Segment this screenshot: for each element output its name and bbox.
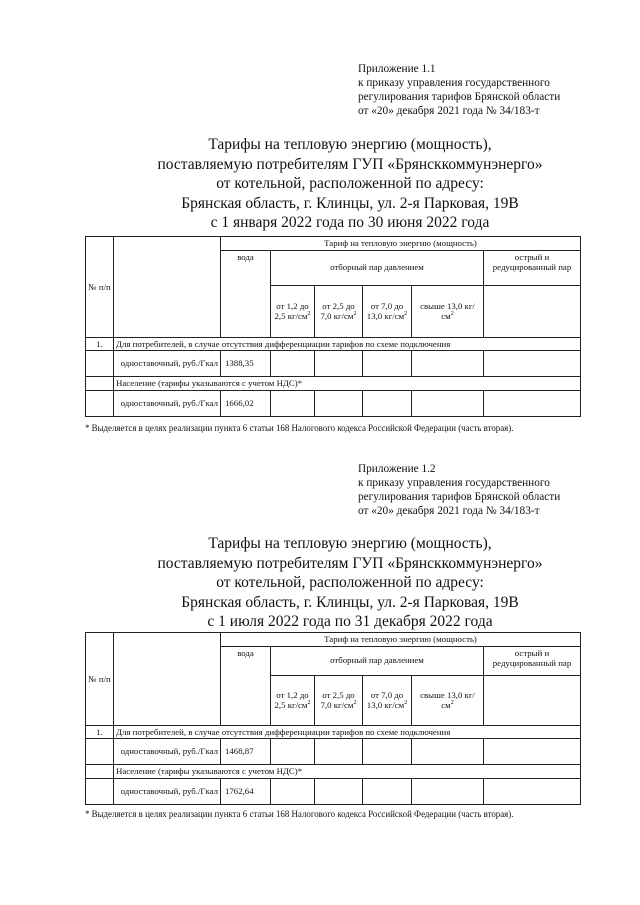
footnote-2: * Выделяется в целях реализации пункта 6 статьи 168 Налогового кодекса Российской Федерации (часть вторая). bbox=[85, 809, 514, 819]
header-pressure-2: от 2,5 до 7,0 $кг/см^2$ bbox=[315, 675, 363, 725]
table-cell bbox=[363, 351, 412, 377]
appendix-header-1 bbox=[358, 62, 560, 118]
header-pressure-3: от 7,0 до 13,0 $кг/см^2$ bbox=[363, 285, 412, 337]
pop-rate-value: 1666,02 bbox=[221, 390, 271, 416]
tariff-title-2 bbox=[90, 534, 610, 632]
pop-rate-value: 1762,64 bbox=[221, 778, 271, 804]
title-line: поставляемую потребителям ГУП «Брянсккоммунэнерго» bbox=[157, 155, 543, 173]
header-tariff: Тариф на тепловую энергию (мощность) bbox=[221, 237, 581, 251]
title-line: Брянская область, г. Клинцы, ул. 2-я Парковая, 19В bbox=[181, 593, 519, 611]
table-cell bbox=[86, 739, 114, 765]
table-cell bbox=[315, 739, 363, 765]
appendix-line: к приказу управления государственного bbox=[358, 477, 550, 489]
table-cell bbox=[412, 390, 484, 416]
footnote-1: * Выделяется в целях реализации пункта 6 статьи 168 Налогового кодекса Российской Федерации (часть вторая). bbox=[85, 423, 514, 433]
table-cell bbox=[412, 351, 484, 377]
header-blank bbox=[484, 675, 581, 725]
table-cell bbox=[412, 739, 484, 765]
appendix-line: регулирования тарифов Брянской области bbox=[358, 491, 561, 503]
row-population: Население (тарифы указываются с учетом НДС)* bbox=[114, 765, 581, 779]
header-number: № п/п bbox=[86, 237, 114, 338]
rate-label: одноставочный, руб./Гкал bbox=[114, 351, 221, 377]
table-cell bbox=[484, 351, 581, 377]
appendix-line: Приложение 1.2 bbox=[358, 463, 436, 475]
header-water: вода bbox=[221, 646, 271, 725]
rate-value: 1468,87 bbox=[221, 739, 271, 765]
table-cell bbox=[86, 351, 114, 377]
tariff-table-2 bbox=[85, 632, 581, 805]
table-cell bbox=[363, 739, 412, 765]
title-line: от котельной, расположенной по адресу: bbox=[216, 574, 484, 591]
header-pressure-1: от 1,2 до 2,5 $кг/см^2$ bbox=[271, 675, 315, 725]
table-cell bbox=[484, 390, 581, 416]
tariff-title-1 bbox=[90, 135, 610, 233]
header-pressure-4: свыше 13,0 $кг/см^2$ bbox=[412, 675, 484, 725]
row-consumers: Для потребителей, в случае отсутствия дифференциации тарифов по схеме подключения bbox=[114, 725, 581, 739]
header-blank bbox=[114, 237, 221, 338]
header-pressure-4: свыше 13,0 $кг/см^2$ bbox=[412, 285, 484, 337]
pop-rate-label: одноставочный, руб./Гкал bbox=[114, 778, 221, 804]
pop-rate-label: одноставочный, руб./Гкал bbox=[114, 390, 221, 416]
appendix-line: к приказу управления государственного bbox=[358, 77, 550, 89]
table-cell bbox=[86, 778, 114, 804]
title-line: от котельной, расположенной по адресу: bbox=[216, 175, 484, 192]
row-consumers: Для потребителей, в случае отсутствия дифференциации тарифов по схеме подключения bbox=[114, 337, 581, 351]
header-number: № п/п bbox=[86, 633, 114, 726]
rate-label: одноставочный, руб./Гкал bbox=[114, 739, 221, 765]
table-cell bbox=[86, 390, 114, 416]
table-cell bbox=[86, 765, 114, 779]
row-number: 1. bbox=[86, 337, 114, 351]
header-sharp-steam: острый и редуцированный пар bbox=[484, 250, 581, 285]
header-blank bbox=[484, 285, 581, 337]
table-cell bbox=[484, 739, 581, 765]
header-blank bbox=[114, 633, 221, 726]
row-number: 1. bbox=[86, 725, 114, 739]
table-cell bbox=[315, 351, 363, 377]
table-cell bbox=[271, 351, 315, 377]
title-line: Тарифы на тепловую энергию (мощность), bbox=[208, 535, 492, 552]
header-pressure-2: от 2,5 до 7,0 $кг/см^2$ bbox=[315, 285, 363, 337]
table-cell bbox=[484, 778, 581, 804]
appendix-line: Приложение 1.1 bbox=[358, 63, 436, 75]
header-pressure-3: от 7,0 до 13,0 $кг/см^2$ bbox=[363, 675, 412, 725]
table-cell bbox=[412, 778, 484, 804]
appendix-line: регулирования тарифов Брянской области bbox=[358, 91, 561, 103]
appendix-line: от «20» декабря 2021 года № 34/183-т bbox=[358, 505, 540, 517]
table-cell bbox=[271, 739, 315, 765]
appendix-line: от «20» декабря 2021 года № 34/183-т bbox=[358, 105, 540, 117]
table-cell bbox=[315, 778, 363, 804]
table-cell bbox=[363, 390, 412, 416]
appendix-header-2 bbox=[358, 462, 560, 518]
title-line: с 1 января 2022 года по 30 июня 2022 года bbox=[210, 214, 490, 231]
tariff-table-1 bbox=[85, 236, 581, 417]
table-cell bbox=[363, 778, 412, 804]
table-cell bbox=[271, 778, 315, 804]
table-cell bbox=[271, 390, 315, 416]
title-line: с 1 июля 2022 года по 31 декабря 2022 года bbox=[207, 613, 493, 630]
title-line: поставляемую потребителям ГУП «Брянсккоммунэнерго» bbox=[157, 554, 543, 572]
header-sharp-steam: острый и редуцированный пар bbox=[484, 646, 581, 675]
header-pressure-1: от 1,2 до 2,5 $кг/см^2$ bbox=[271, 285, 315, 337]
title-line: Брянская область, г. Клинцы, ул. 2-я Парковая, 19В bbox=[181, 194, 519, 212]
table-cell bbox=[86, 377, 114, 391]
header-tariff: Тариф на тепловую энергию (мощность) bbox=[221, 633, 581, 647]
table-cell bbox=[315, 390, 363, 416]
header-selected-steam: отборный пар давлением bbox=[271, 250, 484, 285]
header-water: вода bbox=[221, 250, 271, 337]
title-line: Тарифы на тепловую энергию (мощность), bbox=[208, 136, 492, 153]
rate-value: 1388,35 bbox=[221, 351, 271, 377]
header-selected-steam: отборный пар давлением bbox=[271, 646, 484, 675]
row-population: Население (тарифы указываются с учетом НДС)* bbox=[114, 377, 581, 391]
